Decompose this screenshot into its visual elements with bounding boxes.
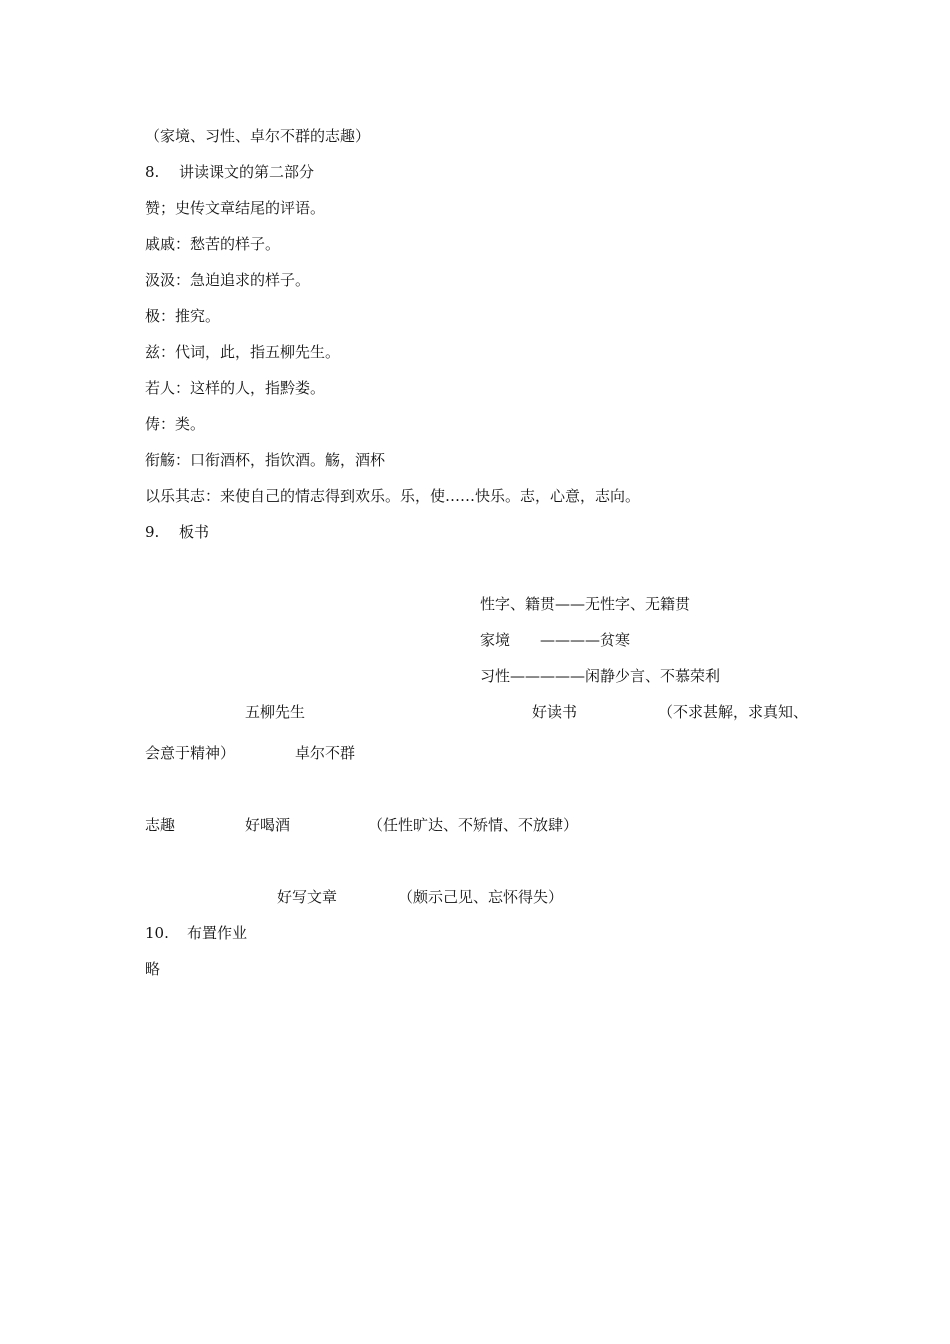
board-ambition: 志趣 (145, 816, 176, 834)
section-10-title: 布置作业 (187, 924, 248, 942)
section-10-body: 略 (145, 960, 161, 978)
board-center-title: 五柳先生 (245, 703, 306, 721)
section-10-number: 10. (145, 924, 169, 942)
note-yileqizhi: 以乐其志：来使自己的情志得到欢乐。乐，使……快乐。志，心意，志向。 (145, 487, 641, 505)
section-8-number: 8. (145, 163, 160, 181)
note-ji: 极：推究。 (145, 307, 221, 325)
note-zan: 赞；史传文章结尾的评语。 (145, 199, 326, 217)
note-qiqi: 戚戚：愁苦的样子。 (145, 235, 281, 253)
section-9-heading (145, 522, 209, 542)
board-name-origin: 性字、籍贯——无性字、无籍贯 (480, 595, 691, 613)
section-8-title: 讲读课文的第二部分 (179, 163, 315, 181)
section-9-number: 9. (145, 523, 160, 541)
note-zi: 兹：代词，此，指五柳先生。 (145, 343, 341, 361)
intro-tail-text: （家境、习性、卓尔不群的志趣） (145, 127, 371, 145)
board-family: 家境 ————贫寒 (480, 631, 631, 649)
board-drinking-note: （任性旷达、不矫情、不放肆） (368, 816, 579, 834)
board-drinking: 好喝酒 (245, 816, 291, 834)
note-jiji: 汲汲：急迫追求的样子。 (145, 271, 311, 289)
section-9-title: 板书 (179, 523, 210, 541)
note-ruoren: 若人：这样的人，指黔娄。 (145, 379, 326, 397)
section-10-heading (145, 923, 247, 943)
board-writing-note: （颇示己见、忘怀得失） (398, 888, 564, 906)
note-xianshang: 衔觞：口衔酒杯，指饮酒。觞，酒杯 (145, 451, 386, 469)
board-writing: 好写文章 (277, 888, 338, 906)
board-reading-note: （不求甚解，求真知、 (658, 703, 809, 721)
board-reading-note-continued: 会意于精神） (145, 744, 236, 762)
section-8-heading (145, 162, 314, 182)
board-outstanding: 卓尔不群 (295, 744, 356, 762)
board-habit: 习性—————闲静少言、不慕荣利 (480, 667, 721, 685)
note-chou: 俦：类。 (145, 415, 206, 433)
board-reading: 好读书 (532, 703, 578, 721)
